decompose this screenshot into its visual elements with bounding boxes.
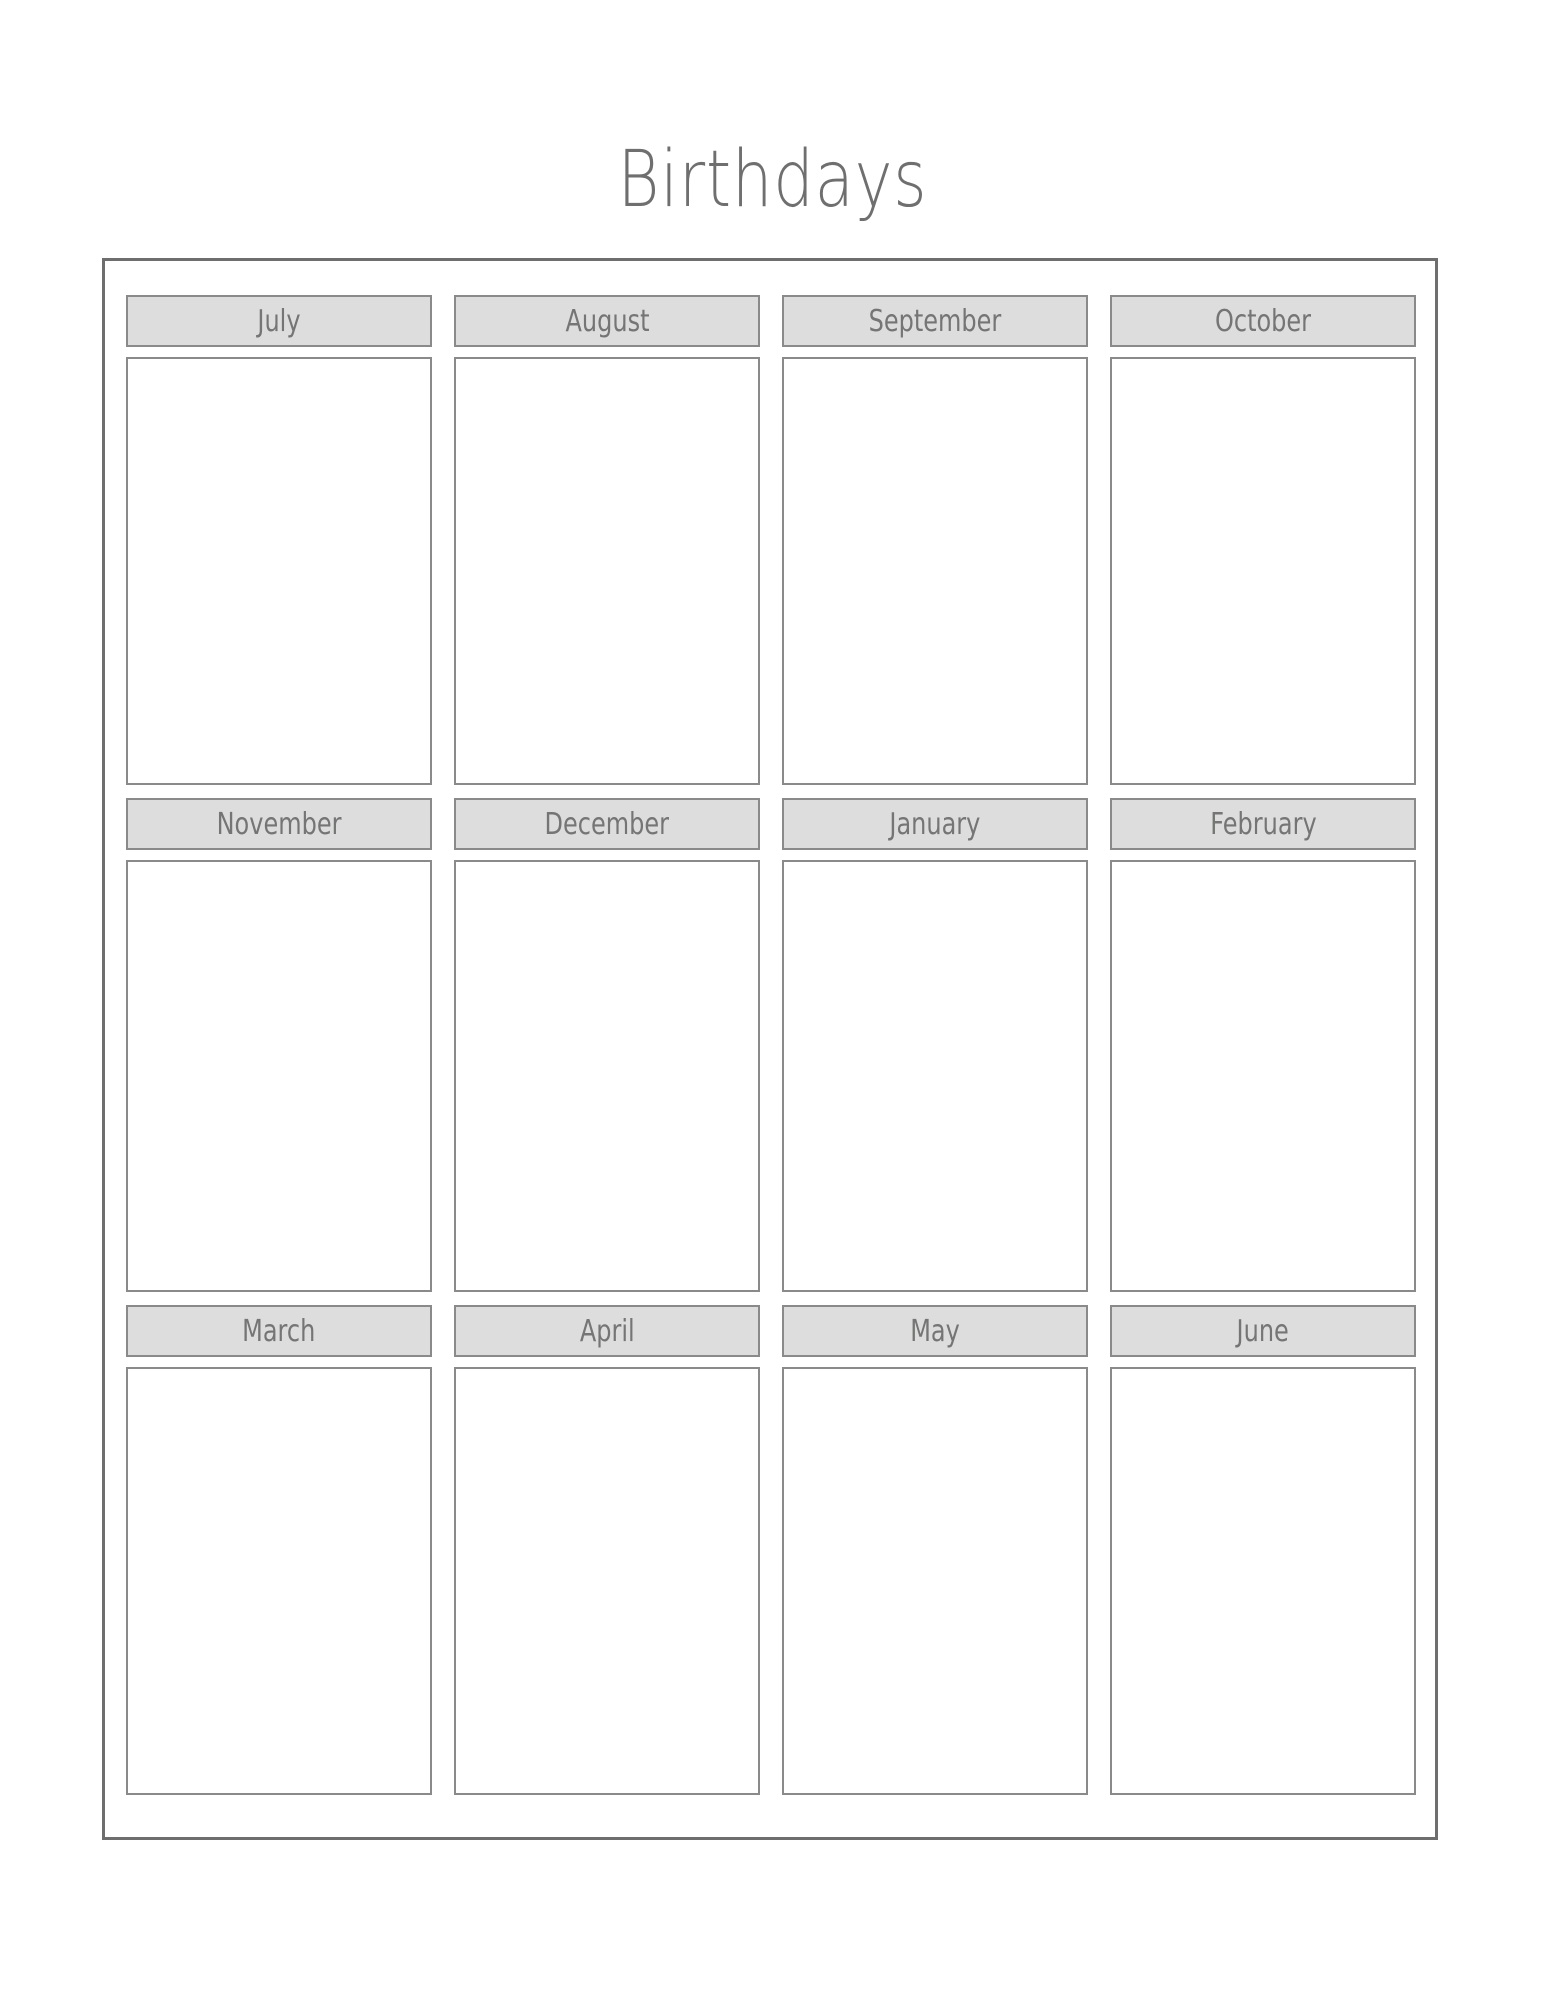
month-header-november — [126, 798, 432, 850]
month-entry-area-january[interactable] — [782, 860, 1088, 1292]
month-header-april — [454, 1305, 760, 1357]
month-entry-area-october[interactable] — [1110, 357, 1416, 785]
month-label: October — [1214, 304, 1312, 339]
month-label: April — [579, 1314, 635, 1349]
month-label: January — [889, 807, 981, 842]
birthday-grid-frame — [102, 258, 1438, 1840]
month-header-september — [782, 295, 1088, 347]
month-label: August — [565, 304, 649, 339]
month-entry-area-february[interactable] — [1110, 860, 1416, 1292]
month-entry-area-december[interactable] — [454, 860, 760, 1292]
month-label: May — [910, 1314, 960, 1349]
month-header-february — [1110, 798, 1416, 850]
month-label: July — [257, 304, 301, 339]
month-entry-area-april[interactable] — [454, 1367, 760, 1795]
month-label: September — [868, 304, 1002, 339]
page-title: Birthdays — [617, 135, 928, 225]
month-header-june — [1110, 1305, 1416, 1357]
month-header-march — [126, 1305, 432, 1357]
month-header-october — [1110, 295, 1416, 347]
month-header-january — [782, 798, 1088, 850]
month-label: December — [544, 807, 670, 842]
month-entry-area-november[interactable] — [126, 860, 432, 1292]
month-entry-area-june[interactable] — [1110, 1367, 1416, 1795]
month-label: November — [216, 807, 342, 842]
month-header-may — [782, 1305, 1088, 1357]
month-label: February — [1209, 807, 1317, 842]
month-entry-area-july[interactable] — [126, 357, 432, 785]
month-entry-area-september[interactable] — [782, 357, 1088, 785]
month-header-august — [454, 295, 760, 347]
month-label: March — [242, 1314, 316, 1349]
month-header-july — [126, 295, 432, 347]
month-header-december — [454, 798, 760, 850]
month-label: June — [1236, 1314, 1290, 1349]
month-entry-area-may[interactable] — [782, 1367, 1088, 1795]
month-entry-area-august[interactable] — [454, 357, 760, 785]
month-entry-area-march[interactable] — [126, 1367, 432, 1795]
